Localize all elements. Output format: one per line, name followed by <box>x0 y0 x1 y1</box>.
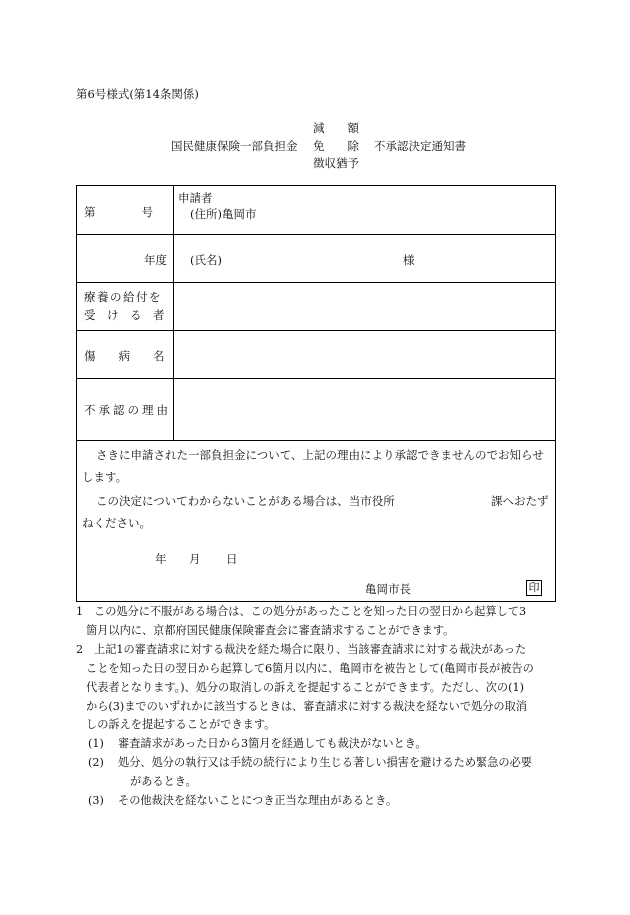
note-item <box>76 641 558 736</box>
form-number-label: 第6号様式(第14条関係) <box>76 87 199 101</box>
note-text-line: 箇月以内に、京都府国民健康保険審査会に審査請求することができます。 <box>86 623 455 637</box>
row-divider <box>77 282 555 283</box>
notice-paragraph-2 <box>77 490 557 534</box>
note-text-line: 処分、処分の執行又は手続の続行により生じる著しい損害を避けるため緊急の必要 <box>118 756 532 770</box>
notice-text-line: します。 <box>82 470 128 484</box>
title-option-exemption: 免 除 <box>313 139 359 153</box>
injury-name-label: 傷 病 名 <box>84 349 165 363</box>
applicant-label: 申請者 <box>178 191 213 205</box>
honorific-sama: 様 <box>403 253 415 267</box>
note-subitem <box>76 754 558 792</box>
date-year-label: 年 <box>155 552 167 566</box>
note-subitem <box>76 735 558 754</box>
note-text-line: 代表者となります。)、処分の取消しの訴えを提起することができます。ただし、次の(1) <box>86 680 524 694</box>
note-text-line: から(3)までのいずれかに該当するときは、審査請求に対する裁決を経ないで処分の取消 <box>86 699 527 713</box>
title-suffix: 不承認決定通知書 <box>374 139 466 153</box>
fiscal-year-label: 年度 <box>144 253 167 267</box>
note-text-line: しの訴えを提起することができます。 <box>86 718 276 732</box>
seal-stamp-box: 印 <box>526 580 542 596</box>
issuer-mayor-label: 亀岡市長 <box>365 582 411 596</box>
row-divider <box>77 378 555 379</box>
note-number: 1 <box>76 605 84 618</box>
date-day-label: 日 <box>226 552 238 566</box>
subitem-number: (2) <box>88 756 104 770</box>
date-month-label: 月 <box>189 552 201 566</box>
name-label: (氏名) <box>190 253 222 267</box>
note-subitem <box>76 792 558 811</box>
note-text-line: 上記1の審査請求に対する裁決を経た場合に限り、当該審査請求に対する裁決があった <box>94 642 527 656</box>
row-divider <box>77 330 555 331</box>
title-option-reduction: 減 額 <box>313 121 359 135</box>
subitem-number: (1) <box>88 737 104 751</box>
notice-text-line: さきに申請された一部負担金について、上記の理由により承認できませんのでお知らせ <box>96 448 544 462</box>
appeal-notes <box>76 603 558 811</box>
title-option-deferral: 徴収猶予 <box>313 156 359 170</box>
beneficiary-label-line2: 受 け る 者 <box>84 308 165 322</box>
note-text-line: ことを知った日の翌日から起算して6箇月以内に、亀岡市を被告として(亀岡市長が被告の <box>86 661 534 675</box>
beneficiary-label-line1: 療養の給付を <box>84 290 162 304</box>
subitem-number: (3) <box>88 794 104 808</box>
rejection-reason-label: 不承認の理由 <box>84 403 171 417</box>
notice-form-table <box>76 185 556 602</box>
note-text-line: その他裁決を経ないことにつき正当な理由があるとき。 <box>118 794 398 808</box>
title-prefix: 国民健康保険一部負担金 <box>171 139 298 153</box>
notice-text-line: 課へおたず <box>491 494 549 508</box>
address-label: (住所)亀岡市 <box>190 207 257 221</box>
note-item <box>76 603 558 641</box>
note-text-line: この処分に不服がある場合は、この処分があったことを知った日の翌日から起算して3 <box>94 605 527 618</box>
notice-paragraph-1 <box>77 444 557 488</box>
row-divider <box>77 440 555 441</box>
document-number-label: 第 号 <box>84 205 153 219</box>
notice-text-line: ねください。 <box>82 516 151 530</box>
row-divider <box>77 234 555 235</box>
note-text-line: 審査請求があった日から3箇月を経過しても裁決がないとき。 <box>118 737 427 751</box>
note-text-line: があるとき。 <box>130 775 197 789</box>
notice-text-line: この決定についてわからないことがある場合は、当市役所 <box>96 494 395 508</box>
note-number: 2 <box>76 642 84 656</box>
label-column-divider <box>173 186 174 440</box>
